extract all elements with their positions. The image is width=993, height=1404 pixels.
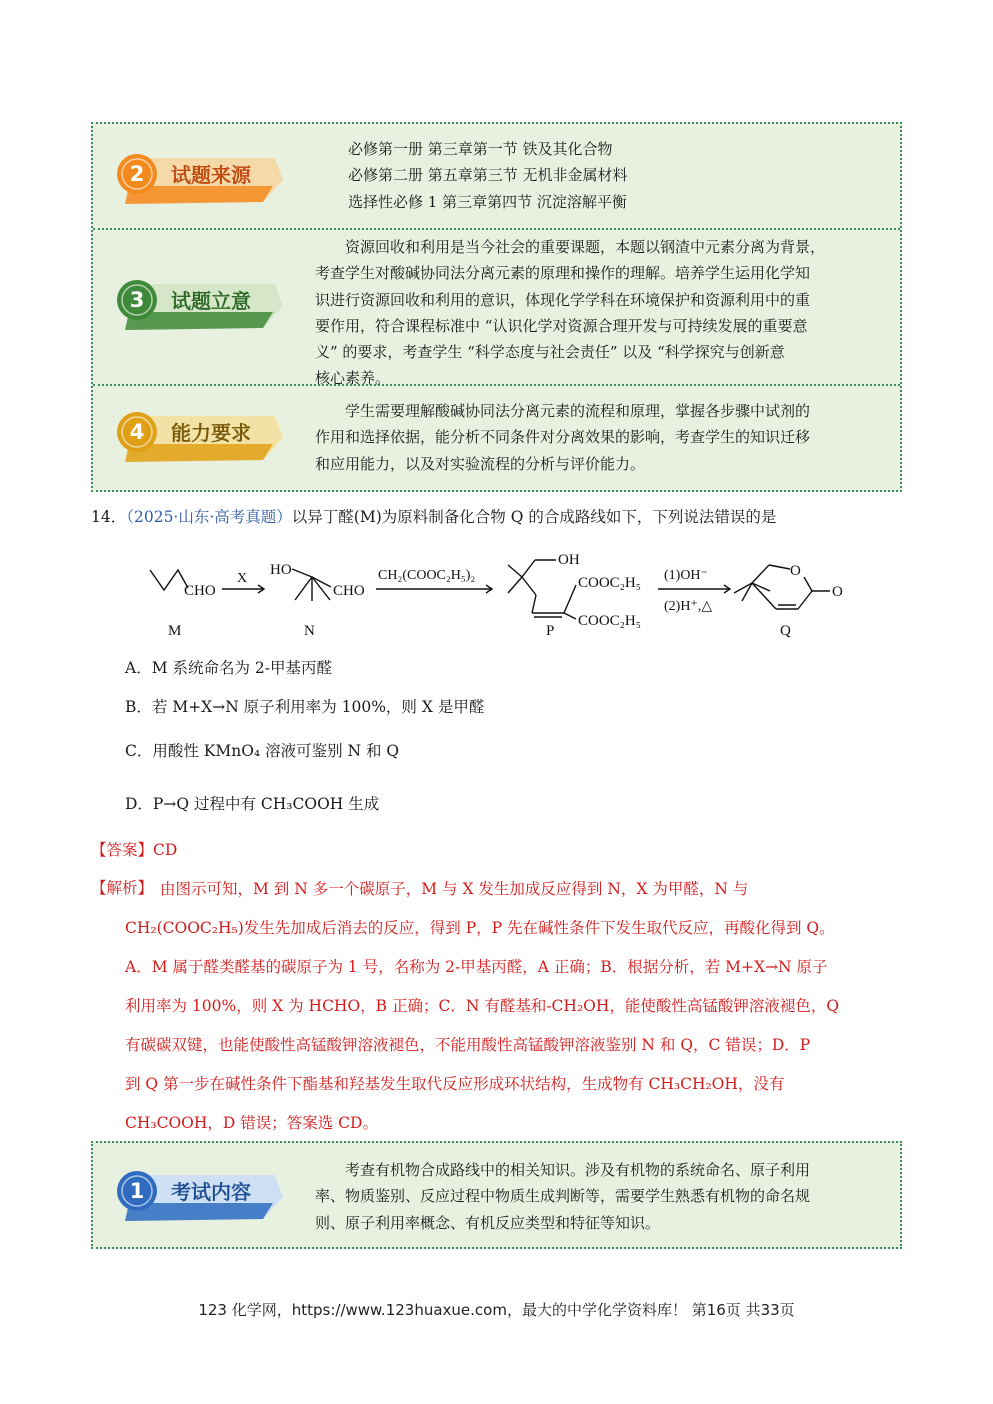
- intent-line: 资源回收和利用是当今社会的重要课题，本题以钢渣中元素分离为背景，: [345, 238, 826, 256]
- badge-ability: [113, 404, 283, 468]
- synthesis-scheme: [130, 545, 850, 645]
- analysis-line: 由图示可知，M 到 N 多一个碳原子，M 与 X 发生加成反应得到 N，X 为甲醛，N 与: [160, 880, 749, 898]
- source-line: 必修第一册 第三章第一节 铁及其化合物: [348, 140, 613, 158]
- label-n: N: [304, 623, 315, 639]
- analysis-label: 【解析】: [91, 879, 154, 897]
- badge-source-num: 2: [129, 162, 145, 186]
- intent-line: 核心素养。: [315, 369, 391, 388]
- question-number: 14．: [91, 508, 127, 526]
- ability-line: 作用和选择依据，能分析不同条件对分离效果的影响，考查学生的知识迁移: [315, 428, 811, 447]
- row-ability: [93, 386, 900, 492]
- question-tag: （2025·山东·高考真题）: [126, 508, 292, 526]
- analysis-line: CH₃COOH，D 错误；答案选 CD。: [125, 1114, 378, 1132]
- arrow3-step1: (1)OH⁻: [664, 568, 708, 583]
- content-line: 则、原子利用率概念、有机反应类型和特征等知识。: [315, 1213, 661, 1232]
- label-q: Q: [780, 623, 791, 639]
- content-text: [315, 1157, 888, 1236]
- info-panel-top: [91, 122, 902, 492]
- badge-content-title: 考试内容: [171, 1180, 251, 1204]
- label-p: P: [546, 623, 555, 639]
- answer: [91, 839, 177, 861]
- badge-content: [113, 1163, 283, 1227]
- intent-line: 识进行资源回收和利用的意识，体现化学学科在环境保护和资源利用中的重: [315, 290, 811, 309]
- badge-intent-title: 试题立意: [171, 289, 251, 313]
- analysis-line: 利用率为 100%，则 X 为 HCHO，B 正确；C．N 有醛基和-CH₂OH，能使酸性高锰酸钾溶液褪色，Q: [125, 997, 840, 1015]
- source-line: 必修第二册 第五章第三节 无机非金属材料: [348, 166, 628, 185]
- intent-text: [315, 234, 888, 392]
- option-d: D．P→Q 过程中有 CH₃COOH 生成: [125, 795, 380, 813]
- row-intent: [93, 230, 900, 388]
- p-oh: OH: [558, 552, 580, 568]
- question-stem: [91, 506, 776, 528]
- ability-line: 学生需要理解酸碱协同法分离元素的流程和原理，掌握各步骤中试剂的: [345, 402, 811, 420]
- intent-line: 要作用，符合课程标准中 “认识化学对资源合理开发与可持续发展的重要意: [315, 316, 808, 335]
- page-footer: 123 化学网，https://www.123huaxue.com，最大的中学化学资料库！ 第16页 共33页: [198, 1301, 795, 1319]
- row-source: [93, 124, 900, 228]
- answer-label: 【答案】: [91, 841, 154, 859]
- badge-ability-title: 能力要求: [171, 421, 251, 445]
- arrow2-reagent: CH₂(COOC₂H₅)₂: [378, 568, 476, 583]
- ability-line: 和应用能力，以及对实验流程的分析与评价能力。: [315, 454, 646, 473]
- arrow3-step2: (2)H⁺,△: [664, 599, 713, 614]
- m-cho: CHO: [184, 583, 216, 599]
- badge-intent-num: 3: [129, 288, 145, 312]
- p-ester2: COOC₂H₅: [578, 613, 641, 629]
- info-panel-bottom: [91, 1141, 902, 1249]
- ability-text: [315, 398, 888, 477]
- intent-line: 义” 的要求，考查学生 “科学态度与社会责任” 以及 “科学探究与创新意: [315, 343, 785, 362]
- content-line: 率、物质鉴别、反应过程中物质生成判断等，需要学生熟悉有机物的命名规: [315, 1187, 811, 1206]
- label-m: M: [168, 623, 182, 639]
- option-b: B．若 M+X→N 原子利用率为 100%，则 X 是甲醛: [125, 698, 485, 716]
- analysis-line: CH₂(COOC₂H₅)发生先加成后消去的反应，得到 P，P 先在碱性条件下发生取代反应，再酸化得到 Q。: [125, 919, 835, 937]
- analysis-line: A．M 属于醛类醛基的碳原子为 1 号，名称为 2-甲基丙醛，A 正确；B．根据分析，若 M+X→N 原子: [125, 958, 828, 976]
- question-text: 以异丁醛(M)为原料制备化合物 Q 的合成路线如下，下列说法错误的是: [291, 508, 777, 526]
- source-text: [348, 136, 888, 215]
- arrow1-reagent: X: [237, 571, 248, 586]
- badge-intent: [113, 272, 283, 336]
- badge-ability-num: 4: [129, 420, 145, 444]
- badge-source: [113, 146, 283, 210]
- content-line: 考查有机物合成路线中的相关知识。涉及有机物的系统命名、原子利用: [345, 1161, 811, 1179]
- badge-source-title: 试题来源: [171, 163, 251, 187]
- source-line: 选择性必修 1 第三章第四节 沉淀溶解平衡: [348, 192, 627, 211]
- analysis-line: 有碳碳双键，也能使酸性高锰酸钾溶液褪色，不能用酸性高锰酸钾溶液鉴别 N 和 Q，C 错误；D．P: [125, 1036, 811, 1054]
- n-ho: HO: [270, 562, 292, 578]
- n-cho: CHO: [333, 583, 365, 599]
- option-c: C．用酸性 KMnO₄ 溶液可鉴别 N 和 Q: [125, 742, 400, 760]
- answer-value: CD: [153, 841, 178, 859]
- q-ring-o: O: [790, 563, 801, 579]
- analysis-line: 到 Q 第一步在碱性条件下酯基和羟基发生取代反应形成环状结构，生成物有 CH₃CH₂OH，没有: [125, 1075, 785, 1093]
- badge-content-num: 1: [129, 1179, 145, 1203]
- option-a: A．M 系统命名为 2-甲基丙醛: [125, 659, 333, 677]
- p-ester1: COOC₂H₅: [578, 575, 641, 591]
- intent-line: 考查学生对酸碱协同法分离元素的原理和操作的理解。培养学生运用化学知: [315, 264, 811, 283]
- q-carbonyl-o: O: [832, 584, 843, 600]
